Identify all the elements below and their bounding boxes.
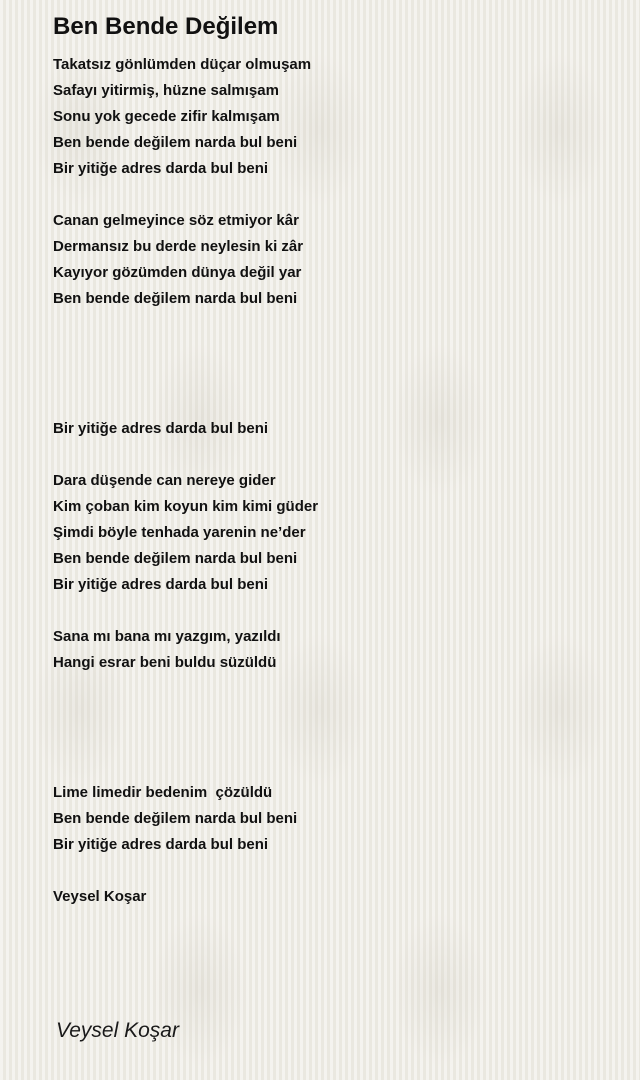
stanza-gap (53, 182, 613, 208)
poem-line: Kim çoban kim koyun kim kimi güder (53, 498, 319, 515)
stanza (53, 416, 613, 442)
poem-line: Bir yitiğe adres darda bul beni (53, 420, 269, 437)
stanza-gap (53, 754, 613, 780)
poem-line: Dara düşende can nereye gider (53, 472, 276, 489)
poem-line: Ben bende değilem narda bul beni (53, 290, 298, 307)
poem-author: Veysel Koşar (53, 888, 147, 905)
stanza-gap (53, 598, 613, 624)
poem-body (53, 52, 613, 910)
author-signature: Veysel Koşar (56, 1019, 179, 1042)
poem-line: Canan gelmeyince söz etmiyor kâr (53, 212, 299, 229)
poem-line: Bir yitiğe adres darda bul beni (53, 836, 269, 853)
stanza (53, 52, 613, 182)
poem-line: Sana mı bana mı yazgım, yazıldı (53, 628, 281, 645)
poem-line: Ben bende değilem narda bul beni (53, 810, 298, 827)
stanza-gap (53, 338, 613, 364)
poem-line: Ben bende değilem narda bul beni (53, 550, 298, 567)
poem-line: Lime limedir bedenim çözüldü (53, 784, 273, 801)
stanza-gap (53, 858, 613, 884)
poem-line: Bir yitiğe adres darda bul beni (53, 160, 269, 177)
stanza-gap (53, 390, 613, 416)
poem-line: Takatsız gönlümden düçar olmuşam (53, 56, 312, 73)
poem-line: Şimdi böyle tenhada yarenin ne’der (53, 524, 306, 541)
poem-line: Dermansız bu derde neylesin ki zâr (53, 238, 304, 255)
poem-line: Kayıyor gözümden dünya değil yar (53, 264, 302, 281)
stanza-gap (53, 442, 613, 468)
poem-line: Sonu yok gecede zifir kalmışam (53, 108, 280, 125)
stanza-gap (53, 728, 613, 754)
stanza-gap (53, 364, 613, 390)
stanza (53, 468, 613, 598)
poem-line: Safayı yitirmiş, hüzne salmışam (53, 82, 279, 99)
poem-line: Hangi esrar beni buldu süzüldü (53, 654, 277, 671)
stanza (53, 208, 613, 312)
stanza-gap (53, 312, 613, 338)
poem-line: Bir yitiğe adres darda bul beni (53, 576, 269, 593)
stanza-gap (53, 676, 613, 702)
poem-line: Ben bende değilem narda bul beni (53, 134, 298, 151)
poem-title: Ben Bende Değilem (53, 13, 279, 40)
stanza (53, 780, 613, 858)
stanza (53, 624, 613, 676)
stanza-gap (53, 702, 613, 728)
